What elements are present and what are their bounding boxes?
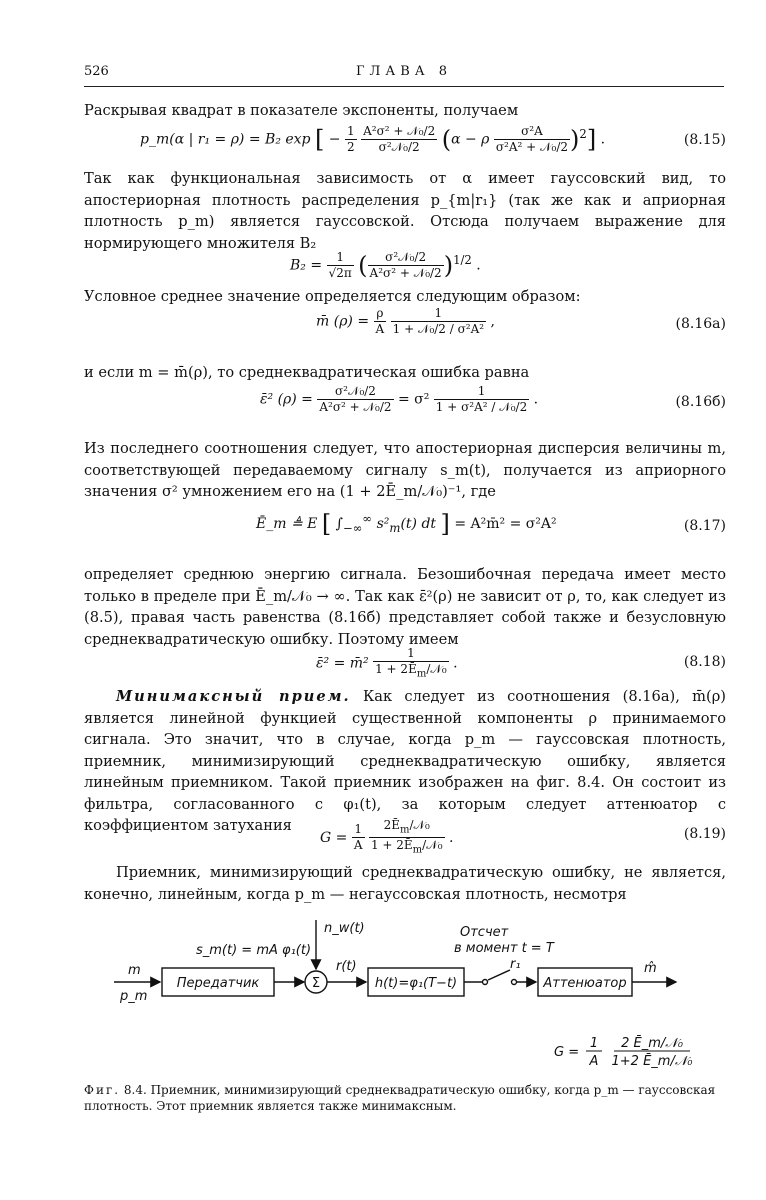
receiver-block-diagram bbox=[84, 912, 724, 1072]
equation-number-8-16b: (8.16б) bbox=[675, 394, 726, 410]
paragraph-2: Так как функциональная зависимость от α имеет гауссовский вид, то апостериорная плотность распределения p_{m|r₁} (так же как и априорная плотность p_m) является гауссовской. Отсюда получаем выражение для нормирующего множителя B₂ bbox=[84, 170, 726, 252]
paragraph-8: Приемник, минимизирующий среднеквадратическую ошибку, не является, конечно, линейным, когда p_m — негауссовская плотность, несмотря bbox=[84, 864, 726, 903]
equation-number-8-18: (8.18) bbox=[683, 654, 726, 670]
r1-label: r₁ bbox=[510, 957, 521, 972]
equation-number-8-15: (8.15) bbox=[683, 132, 726, 148]
gain-den: A bbox=[589, 1054, 599, 1069]
equation-8-18: ε̄² = m̄² $\frac{1}{1 + 2Ē_m/𝒩_0}$ . bbox=[316, 646, 458, 680]
equation-8-16a-lhs: m̄ (ρ) = bbox=[316, 313, 370, 330]
gain-num: 1 bbox=[589, 1036, 599, 1051]
paragraph-6: определяет среднюю энергию сигнала. Безошибочная передача имеет место только в пределе при Ē_m/𝒩₀ → ∞. Так как ε̄²(ρ) не зависит от ρ, то, как следует из (8.5), правая часть равенства (8.16б) представляет собой также и безусловную среднеквадратическую ошибку. Поэтому имеем bbox=[84, 566, 726, 648]
transmitter-label: Передатчик bbox=[176, 976, 260, 991]
gain-den2: 1+2 Ē_m/𝒩₀ bbox=[611, 1054, 693, 1069]
paragraph-5: Из последнего соотношения следует, что апостериорная дисперсия величины m, соответствующей передаваемому сигналу s_m(t), получается из априорного значения σ² умножением его на (1 + 2Ē_m/𝒩₀)⁻¹, где bbox=[84, 440, 726, 500]
input-m-label: m bbox=[128, 963, 141, 978]
sample-label-2: в момент t = T bbox=[454, 941, 554, 956]
output-label: m̂ bbox=[644, 961, 657, 976]
page-number: 526 bbox=[84, 64, 109, 79]
equation-8-16b-lhs: ε̄² (ρ) = bbox=[260, 391, 313, 408]
equation-8-17: Ē_m ≜ E [ $\int_{-\infty}^\infty$ $s^2_m(t)$ dt ] = A²m̄² = σ²A² bbox=[256, 510, 557, 538]
sum-symbol: Σ bbox=[311, 976, 321, 991]
equation-8-17-lhs: Ē_m ≜ E bbox=[256, 516, 318, 532]
equation-number-8-16a: (8.16а) bbox=[675, 316, 726, 332]
paragraph-7 bbox=[84, 686, 726, 837]
filter-label: h(t)=φ₁(T−t) bbox=[374, 976, 458, 991]
equation-8-15: p_m(α | r₁ = ρ) = B₂ exp [ − $\frac{1}{2}$ $\frac{\text{A²σ² + 𝒩₀/2}}{\text{σ²𝒩₀/2}}$ (α − ρ $\frac{\text{σ²A}}{\text{σ²A² + 𝒩₀/2}}$ )$^2$] . bbox=[140, 124, 606, 154]
equation-8-17-rhs: = A²m̄² = σ²A² bbox=[454, 516, 557, 532]
signal-label: s_m(t) = mA φ₁(t) bbox=[196, 943, 312, 958]
section-heading: Минимаксный прием. bbox=[116, 688, 351, 705]
equation-b2: B₂ = $\frac{1}{√2\pi}$ ( $\frac{\text{σ²𝒩₀/2}}{\text{A²σ² + 𝒩₀/2}}$ )$^{1/2}$ . bbox=[290, 250, 481, 280]
equation-8-16b: ε̄² (ρ) = $\frac{\text{σ²𝒩₀/2}}{\text{A²σ² + 𝒩₀/2}}$ = σ² $\frac{1}{\text{1 + σ²A² / 𝒩₀/2}}$ . bbox=[260, 384, 539, 414]
equation-8-19: G = $\frac{1}{A}$ $\frac{2Ē_m/𝒩_0}{1 + 2Ē_m/𝒩_0}$ . bbox=[320, 818, 454, 856]
input-pm-label: p_m bbox=[120, 989, 148, 1004]
equation-8-18-lhs: ε̄² = m̄² bbox=[316, 655, 369, 672]
noise-label: n_w(t) bbox=[324, 921, 365, 936]
paragraph-7-body: Как следует из соотношения (8.16а), m̄(ρ) является линейной функцией существенной компоненты ρ принимаемого сигнала. Это значит, что в случае, когда p_m — гауссовская плотность, приемник, минимизирующий среднеквадратическую ошибку, является линейным приемником. Такой приемник изображен на фиг. 8.4. Он состоит из фильтра, согласованного с φ₁(t), за которым следует аттенюатор с коэффициентом затухания bbox=[84, 688, 726, 834]
received-signal-label: r(t) bbox=[336, 959, 357, 974]
figure-caption bbox=[84, 1082, 724, 1114]
sample-label-1: Отсчет bbox=[460, 925, 509, 940]
chapter-title: ГЛАВА 8 bbox=[355, 64, 453, 79]
equation-8-15-lhs: p_m(α | r₁ = ρ) = B₂ exp bbox=[140, 131, 311, 148]
gain-num2: 2 Ē_m/𝒩₀ bbox=[621, 1036, 683, 1051]
caption-label: Фиг. bbox=[84, 1083, 121, 1097]
paragraph-3: Условное среднее значение определяется следующим образом: bbox=[84, 288, 581, 305]
sampler-switch bbox=[488, 970, 510, 980]
running-header bbox=[84, 64, 724, 82]
header-rule bbox=[84, 86, 724, 87]
equation-b2-lhs: B₂ = bbox=[290, 257, 323, 274]
equation-8-16a: m̄ (ρ) = $\frac{\rho}{A}$ $\frac{1}{\text{1 + 𝒩₀/2 / σ²A²}}$ , bbox=[316, 306, 495, 336]
paragraph-1: Раскрывая квадрат в показателе экспоненты, получаем bbox=[84, 102, 519, 119]
equation-number-8-17: (8.17) bbox=[683, 518, 726, 534]
paragraph-4: и если m = m̄(ρ), то среднеквадратическая ошибка равна bbox=[84, 364, 530, 381]
equation-8-19-lhs: G = bbox=[320, 829, 348, 846]
caption-text: 8.4. Приемник, минимизирующий среднеквадратическую ошибку, когда p_m — гауссовская плотность. Этот приемник является также минимаксным. bbox=[84, 1083, 716, 1113]
gain-lhs: G = bbox=[554, 1045, 580, 1060]
attenuator-label: Аттенюатор bbox=[543, 976, 627, 991]
equation-number-8-19: (8.19) bbox=[683, 826, 726, 842]
